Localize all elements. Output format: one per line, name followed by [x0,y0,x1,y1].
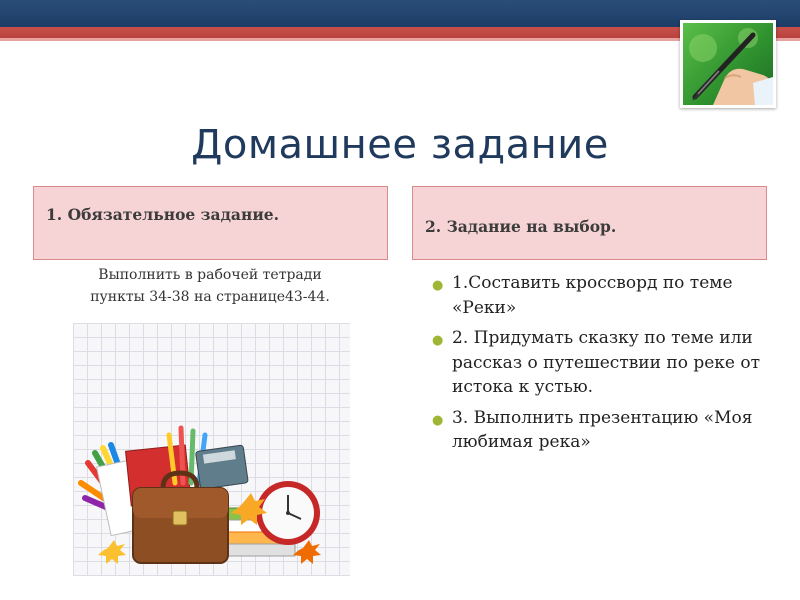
mandatory-task-label: 1. Обязательное задание. [46,205,280,224]
slide-title: Домашнее задание [191,122,609,168]
school-supplies-image [73,323,350,576]
mandatory-text-line-2: пункты 34-38 на странице43-44. [90,289,330,305]
mandatory-text-line-1: Выполнить в рабочей тетради [98,267,322,283]
list-item-text: 3. Выполнить презентацию «Моя любимая река» [452,407,753,452]
choice-task-list [430,271,775,461]
list-item-text: 2. Придумать сказку по теме или рассказ о путешествии по реке от истока к устью. [452,328,761,397]
list-item [430,271,775,320]
school-supplies-icon [73,323,350,576]
list-item-text: 1.Составить кроссворд по теме «Реки» [452,273,733,318]
mandatory-task-box [33,186,388,260]
list-item [430,406,775,455]
choice-task-box [412,186,767,260]
list-item [430,326,775,400]
bullet-icon: ● [432,412,444,428]
hand-pen-icon [683,23,773,105]
choice-task-label: 2. Задание на выбор. [425,217,617,236]
mandatory-task-text [60,264,360,308]
bullet-icon: ● [432,333,444,348]
bullet-icon: ● [432,278,444,293]
hand-writing-image [680,20,776,108]
